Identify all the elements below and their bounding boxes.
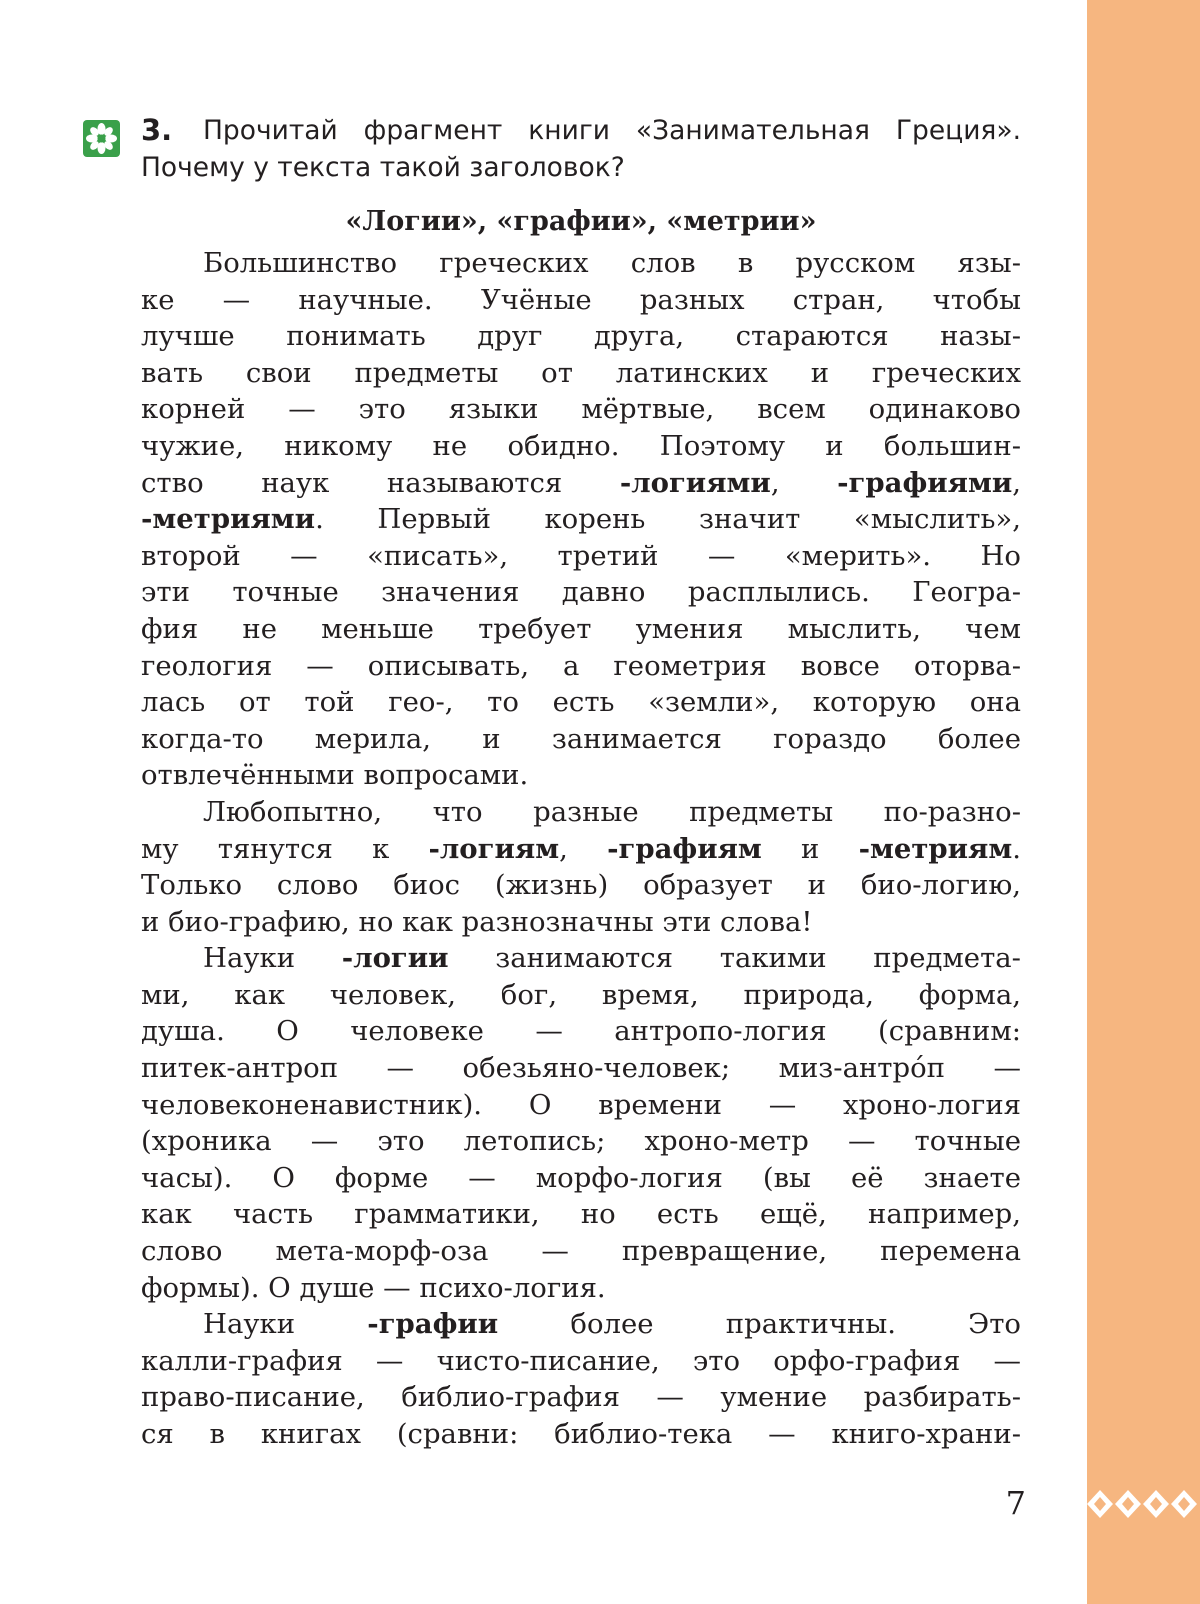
passage-line: калли-графия — чисто-писание, это орфо-графия —: [141, 1344, 1021, 1377]
text-run: .: [1012, 832, 1022, 865]
passage-line: лась от той гео-, то есть «земли», которую она: [141, 686, 1021, 719]
side-margin-strip: [1087, 0, 1200, 1604]
passage-line: ми, как человек, бог, время, природа, форма,: [141, 978, 1021, 1011]
passage-line: (хроника — это летопись; хроно-метр — точные: [141, 1125, 1021, 1158]
passage-line: [141, 501, 1021, 538]
passage-line: когда-то мерила, и занимается гораздо более: [141, 722, 1021, 755]
passage-line: чужие, никому не обидно. Поэтому и большин-: [141, 429, 1021, 462]
passage-line: питек-антроп — обезьяно-человек; миз-антро́п —: [141, 1052, 1021, 1085]
bold-term: -логиям: [428, 832, 560, 865]
text-heading: «Логии», «графии», «метрии»: [345, 206, 817, 237]
passage-line: [141, 831, 1021, 868]
bold-term: -логиями: [619, 466, 771, 499]
flower-icon: [83, 120, 120, 157]
passage-line: геология — описывать, а геометрия вовсе оторва-: [141, 649, 1021, 682]
passage-line: как часть грамматики, но есть ещё, например,: [141, 1198, 1021, 1231]
passage-line: [141, 940, 1021, 977]
passage-line: [141, 465, 1021, 502]
bold-term: -графии: [367, 1308, 499, 1341]
passage-line: отвлечёнными вопросами.: [141, 759, 529, 792]
passage-line: право-писание, библио-графия — умение разбирать-: [141, 1381, 1021, 1414]
text-run: и: [761, 832, 859, 865]
diamond-pattern-icon: [1087, 1484, 1200, 1524]
passage-line: фия не меньше требует умения мыслить, чем: [141, 612, 1021, 645]
passage-line: эти точные значения давно расплылись. Геогра-: [141, 576, 1021, 609]
text-run: ,: [770, 466, 838, 499]
text-run: ство наук называются: [141, 466, 620, 499]
task-question: [141, 112, 1021, 186]
passage-line: ся в книгах (сравни: библио-тека — книго-храни-: [141, 1418, 1021, 1450]
text-run: Науки: [203, 942, 342, 975]
passage-line: часы). О форме — морфо-логия (вы её знаете: [141, 1161, 1021, 1194]
passage-line: Большинство греческих слов в русском язы-: [203, 247, 1021, 279]
passage-line: формы). О душе — психо-логия.: [141, 1271, 606, 1304]
bold-term: -логии: [341, 942, 449, 975]
passage-line: душа. О человеке — антропо-логия (сравним:: [141, 1015, 1021, 1048]
passage-line: человеконенавистник). О времени — хроно-логия: [141, 1088, 1021, 1121]
text-run: . Первый корень значит «мыслить»,: [315, 503, 1021, 536]
text-run: ,: [1012, 466, 1021, 499]
passage-line: Любопытно, что разные предметы по-разно-: [203, 795, 1021, 828]
passage-line: [141, 1306, 1021, 1343]
text-run: занимаются такими предмета-: [448, 942, 1021, 975]
passage-line: ке — научные. Учёные разных стран, чтобы: [141, 283, 1021, 316]
bold-term: -метриями: [141, 503, 316, 536]
text-run: более практичны. Это: [498, 1308, 1021, 1341]
task-line-1: Прочитай фрагмент книги «Занимательная Греция».: [203, 115, 1021, 146]
bold-term: -графиями: [837, 466, 1013, 499]
task-line-2: Почему у текста такой заголовок?: [141, 152, 625, 183]
passage-line: вать свои предметы от латинских и греческих: [141, 356, 1021, 389]
passage-line: слово мета-морф-оза — превращение, перемена: [141, 1235, 1021, 1268]
reading-passage: [141, 245, 1021, 1453]
bold-term: -графиям: [607, 832, 762, 865]
task-number: 3.: [141, 113, 173, 147]
text-run: Науки: [203, 1308, 368, 1341]
text-run: ,: [559, 832, 608, 865]
passage-line: корней — это языки мёртвые, всем одинаково: [141, 393, 1021, 426]
passage-line: лучше понимать друг друга, стараются назы-: [141, 320, 1021, 353]
passage-line: второй — «писать», третий — «мерить». Но: [141, 539, 1021, 572]
bold-term: -метриям: [858, 832, 1013, 865]
text-run: му тянутся к: [141, 832, 429, 865]
passage-line: и био-графию, но как разнозначны эти слова!: [141, 905, 813, 938]
passage-line: Только слово биос (жизнь) образует и био-логию,: [141, 869, 1021, 902]
page-number: 7: [1005, 1484, 1026, 1522]
